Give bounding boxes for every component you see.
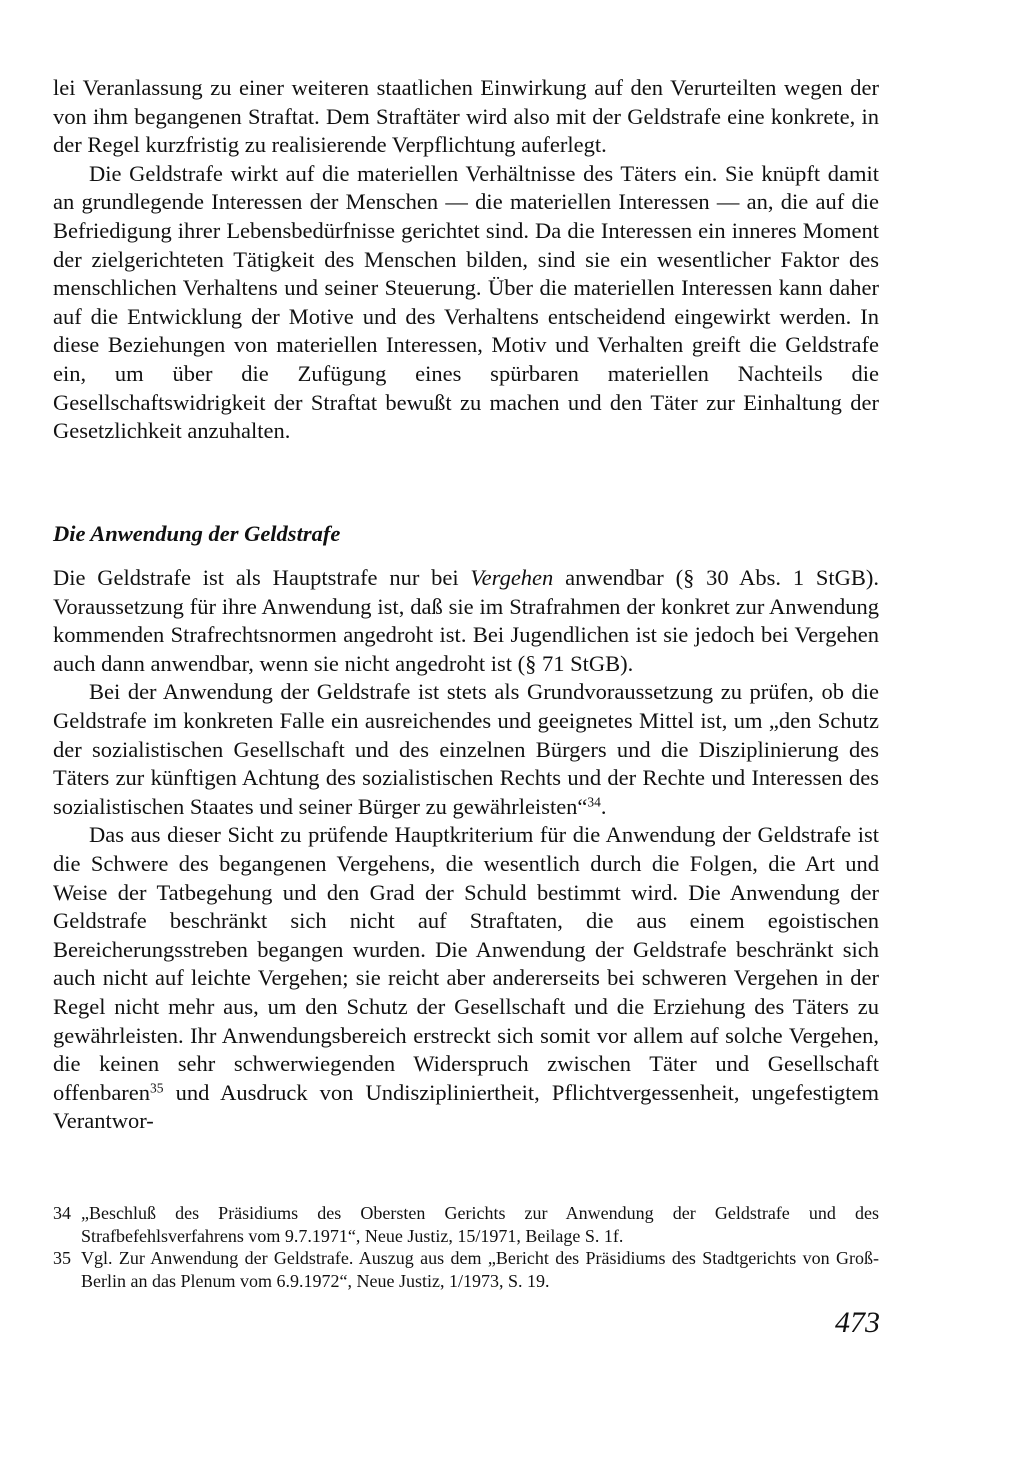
paragraph-3-text-a: Die Geldstrafe ist als Hauptstrafe nur bei bbox=[53, 565, 471, 590]
footnote-35 bbox=[53, 1247, 879, 1292]
paragraph-3-emphasis: Vergehen bbox=[470, 565, 554, 590]
paragraph-3 bbox=[53, 564, 879, 678]
footnote-text: „Beschluß des Präsidiums des Obersten Gerichts zur Anwendung der Geldstrafe und des Strafbefehlsverfahrens vom 9.7.1971“, Neue Justiz, 15/1971, Beilage S. 1f. bbox=[81, 1203, 879, 1246]
page-number: 473 bbox=[835, 1306, 880, 1339]
body-text-bottom bbox=[53, 564, 879, 1136]
paragraph-5-text-b: und Ausdruck von Undiszipliniertheit, Pflichtvergessenheit, ungefestigtem Verantwor- bbox=[53, 1079, 879, 1134]
footnote-ref-34: 34 bbox=[587, 794, 601, 810]
paragraph-5 bbox=[53, 821, 879, 1136]
paragraph-4-end: . bbox=[600, 793, 607, 819]
body-text-top bbox=[53, 74, 879, 446]
footnotes bbox=[53, 1202, 879, 1292]
footnote-text: Vgl. Zur Anwendung der Geldstrafe. Auszug aus dem „Bericht des Präsidiums des Stadtgerichts von Groß-Berlin an das Plenum vom 6.9.1972“, Neue Justiz, 1/1973, S. 19. bbox=[81, 1248, 879, 1291]
paragraph-3-text-b: anwendbar (§ 30 Abs. 1 StGB). Voraussetzung für ihre Anwendung ist, daß sie im Strafrahmen der konkret zur Anwendung kommenden Strafrechtsnormen angedroht ist. Bei Jugendlichen ist sie jedoch bei Vergehen auch dann anwendbar, wenn sie nicht angedroht ist (§ 71 StGB). bbox=[53, 565, 879, 676]
paragraph-1: lei Veranlassung zu einer weiteren staatlichen Einwirkung auf den Verurteilten wegen der von ihm begangenen Straftat. Dem Straftäter wird also mit der Geldstrafe eine konkrete, in der Regel kurzfristig zu realisierende Verpflichtung auferlegt. bbox=[53, 75, 879, 158]
paragraph-4 bbox=[53, 678, 879, 821]
footnote-34 bbox=[53, 1202, 879, 1247]
section-heading: Die Anwendung der Geldstrafe bbox=[53, 521, 341, 546]
paragraph-2: Die Geldstrafe wirkt auf die materiellen Verhältnisse des Täters ein. Sie knüpft damit an grundlegende Interessen der Menschen — die materiellen Interessen — an, die auf die Befriedigung ihrer Lebensbedürfnisse gerichtet sind. Da die Interessen ein inneres Moment der zielgerichteten Tätigkeit des Menschen bilden, sind sie ein wesentlicher Faktor des menschlichen Verhaltens und seiner Steuerung. Über die materiellen Interessen kann daher auf die Entwicklung der Motive und des Verhaltens entscheidend eingewirkt werden. In diese Beziehungen von materiellen Interessen, Motiv und Verhalten greift die Geldstrafe ein, um über die Zufügung eines spürbaren materiellen Nachteils die Gesellschaftswidrigkeit der Straftat bewußt zu machen und den Täter zur Einhaltung der Gesetzlichkeit anzuhalten. bbox=[53, 160, 879, 444]
paragraph-4-text: Bei der Anwendung der Geldstrafe ist stets als Grundvoraussetzung zu prüfen, ob die Geldstrafe im konkreten Falle ein ausreichendes und geeignetes Mittel ist, um „den Schutz der sozialistischen Gesellschaft und des einzelnen Bürgers und die Disziplinierung des Täters zur künftigen Achtung des sozialistischen Rechts und der Rechte und Interessen des sozialistischen Staates und seiner Bürger zu gewährleisten“ bbox=[53, 679, 879, 819]
paragraph-5-text-a: Das aus dieser Sicht zu prüfende Hauptkriterium für die Anwendung der Geldstrafe ist die Schwere des begangenen Vergehens, die wesentlich durch die Folgen, die Art und Weise der Tatbegehung und den Grad der Schuld bestimmt wird. Die Anwendung der Geldstrafe beschränkt sich nicht auf Straftaten, die aus einem egoistischen Bereicherungsstreben begangen wurden. Die Anwendung der Geldstrafe beschränkt sich auch nicht auf leichte Vergehen; sie reicht aber andererseits bei schweren Vergehen in der Regel nicht mehr aus, um den Schutz der Gesellschaft und die Erziehung des Täters zu gewährleisten. Ihr Anwendungsbereich erstreckt sich somit vor allem auf solche Vergehen, die keinen sehr schwerwiegenden Widerspruch zwischen Täter und Gesellschaft offenbaren bbox=[53, 822, 879, 1105]
footnote-ref-35: 35 bbox=[150, 1080, 164, 1096]
footnote-number: 35 bbox=[53, 1248, 71, 1269]
footnote-number: 34 bbox=[53, 1203, 71, 1223]
